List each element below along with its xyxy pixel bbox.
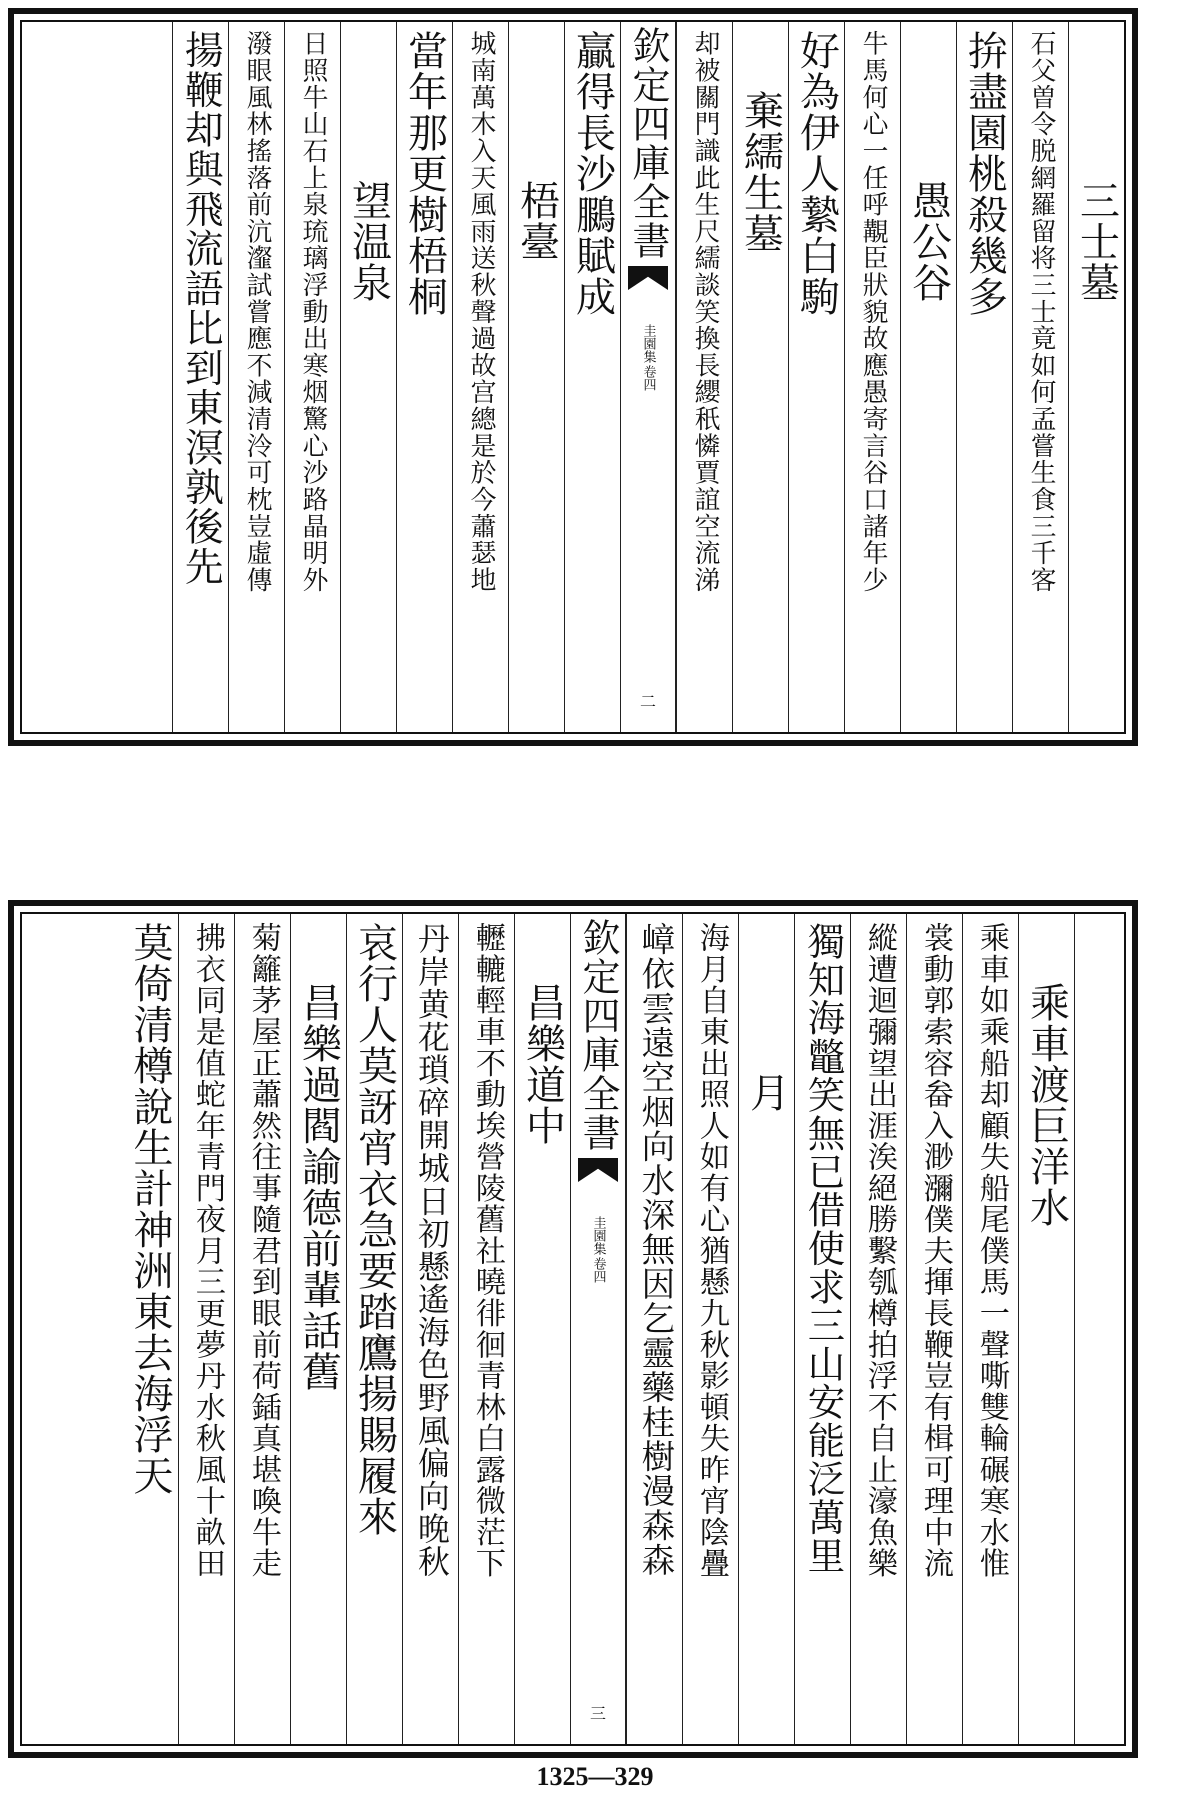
verse-line: 日照牛山石上泉琉璃浮動出寒烟驚心沙路晶明外 (298, 30, 329, 594)
text-column (234, 914, 290, 1744)
verse-line: 城南萬木入天風雨送秋聲過故宫總是於今蕭瑟地 (466, 30, 497, 594)
poem-title-column (900, 22, 956, 732)
top-page-columns (20, 20, 1126, 734)
verse-line: 揚鞭却與飛流語比到東溟孰後先 (178, 30, 224, 587)
bottom-page (8, 900, 1138, 1758)
poem-title: 棄繻生墓 (737, 90, 784, 254)
book-title: 欽定四庫全書 (576, 918, 620, 1152)
book-title: 欽定四庫全書 (626, 26, 670, 260)
verse-line: 石父曽令脱網羅留将三士竟如何孟嘗生食三千客 (1026, 30, 1057, 594)
poem-title-column (290, 914, 346, 1744)
text-column (962, 914, 1018, 1744)
verse-line: 嶂依雲遠空烟向水深無因乞靈藥桂樹漫森森 (635, 922, 675, 1577)
verse-line: 潑眼風林搖落前沆瀣試嘗應不減清泠可枕豈虛傳 (242, 30, 273, 594)
center-fold-column (570, 914, 626, 1744)
verse-line: 海月自東出照人如有心猶懸九秋影頓失昨宵陰疊 (693, 922, 729, 1579)
verse-line: 菊籬茅屋正蕭然往事隨君到眼前荷鍤真堪喚牛走 (245, 922, 281, 1579)
text-column (122, 914, 178, 1744)
text-column (906, 914, 962, 1744)
center-fold-column (620, 22, 676, 732)
text-column (452, 22, 508, 732)
blank-column (1074, 914, 1124, 1744)
verse-line: 好為伊人縶白駒 (793, 30, 840, 317)
text-column (844, 22, 900, 732)
fish-tail-mark (628, 266, 668, 294)
volume-number: 卷四 (590, 1257, 606, 1283)
blank-column (122, 22, 172, 732)
text-column (396, 22, 452, 732)
text-column (458, 914, 514, 1744)
text-column (1012, 22, 1068, 732)
poem-title: 月 (743, 1072, 790, 1113)
collection-name: 圭園集 (590, 1216, 606, 1255)
verse-line: 轣轆輕車不動埃營陵舊社曉徘徊青林白露微茫下 (469, 922, 505, 1579)
text-column (402, 914, 458, 1744)
poem-title-column (340, 22, 396, 732)
text-column (564, 22, 620, 732)
verse-line: 裳動郭索容畚入渺瀰僕夫揮長鞭豈有楫可理中流 (917, 922, 953, 1579)
verse-line: 牛馬何心一任呼覯臣狀貌故應愚寄言谷口諸年少 (858, 30, 889, 594)
leaf-number: 三 (589, 1704, 606, 1723)
verse-line: 莫倚清樽說生計神洲東去海浮天 (127, 922, 173, 1496)
verse-line: 當年那更樹梧桐 (401, 30, 448, 317)
fish-tail-mark (578, 1158, 618, 1186)
poem-title: 乘車渡巨洋水 (1023, 982, 1070, 1228)
verse-line: 拚盡園桃殺幾多 (961, 30, 1008, 317)
verse-line: 丹岸黄花瑣碎開城日初懸遙海色野風偏向晚秋 (412, 922, 450, 1578)
text-column (284, 22, 340, 732)
poem-title: 愚公谷 (905, 180, 952, 303)
poem-title-column (738, 914, 794, 1744)
text-column (228, 22, 284, 732)
volume-label (591, 1216, 606, 1283)
poem-title: 三士墓 (1073, 180, 1120, 303)
leaf-number: 二 (639, 692, 656, 711)
text-column (178, 914, 234, 1744)
verse-line: 縱遭迴彌望出涯涘絕勝繫瓠樽拍浮不自止濠魚樂 (861, 922, 897, 1579)
poem-title: 梧臺 (513, 180, 560, 262)
volume-label (641, 324, 656, 391)
verse-line: 哀行人莫訝宵衣急要踏鷹揚賜履來 (351, 922, 398, 1537)
poem-title-column (1068, 22, 1124, 732)
verse-line: 拂衣同是值蛇年青門夜月三更夢丹水秋風十畝田 (189, 922, 225, 1579)
top-page (8, 8, 1138, 746)
text-column (794, 914, 850, 1744)
volume-number: 卷四 (640, 365, 656, 391)
folio-number: 1325—329 (536, 1762, 654, 1791)
poem-title-column (508, 22, 564, 732)
text-column (788, 22, 844, 732)
text-column (676, 22, 732, 732)
verse-line: 乘車如乘船却顧失船尾僕馬一聲嘶雙輪碾寒水惟 (973, 922, 1009, 1579)
text-column (956, 22, 1012, 732)
poem-title-column (732, 22, 788, 732)
poem-title: 昌樂過閻諭德前輩話舊 (295, 982, 342, 1392)
poem-title: 昌樂道中 (519, 982, 566, 1146)
text-column (626, 914, 682, 1744)
text-column (172, 22, 228, 732)
text-column (682, 914, 738, 1744)
verse-line: 却被關門識此生尺繻談笑換長纓秖憐賈誼空流涕 (690, 30, 721, 594)
poem-title: 望温泉 (345, 180, 392, 303)
poem-title-column (514, 914, 570, 1744)
bottom-page-columns (20, 912, 1126, 1746)
collection-name: 圭園集 (640, 324, 656, 363)
verse-line: 獨知海鼈笑無已借使求三山安能泛萬里 (801, 922, 846, 1575)
poem-title-column (1018, 914, 1074, 1744)
verse-line: 贏得長沙鵩賦成 (569, 30, 616, 317)
text-column (850, 914, 906, 1744)
text-column (346, 914, 402, 1744)
